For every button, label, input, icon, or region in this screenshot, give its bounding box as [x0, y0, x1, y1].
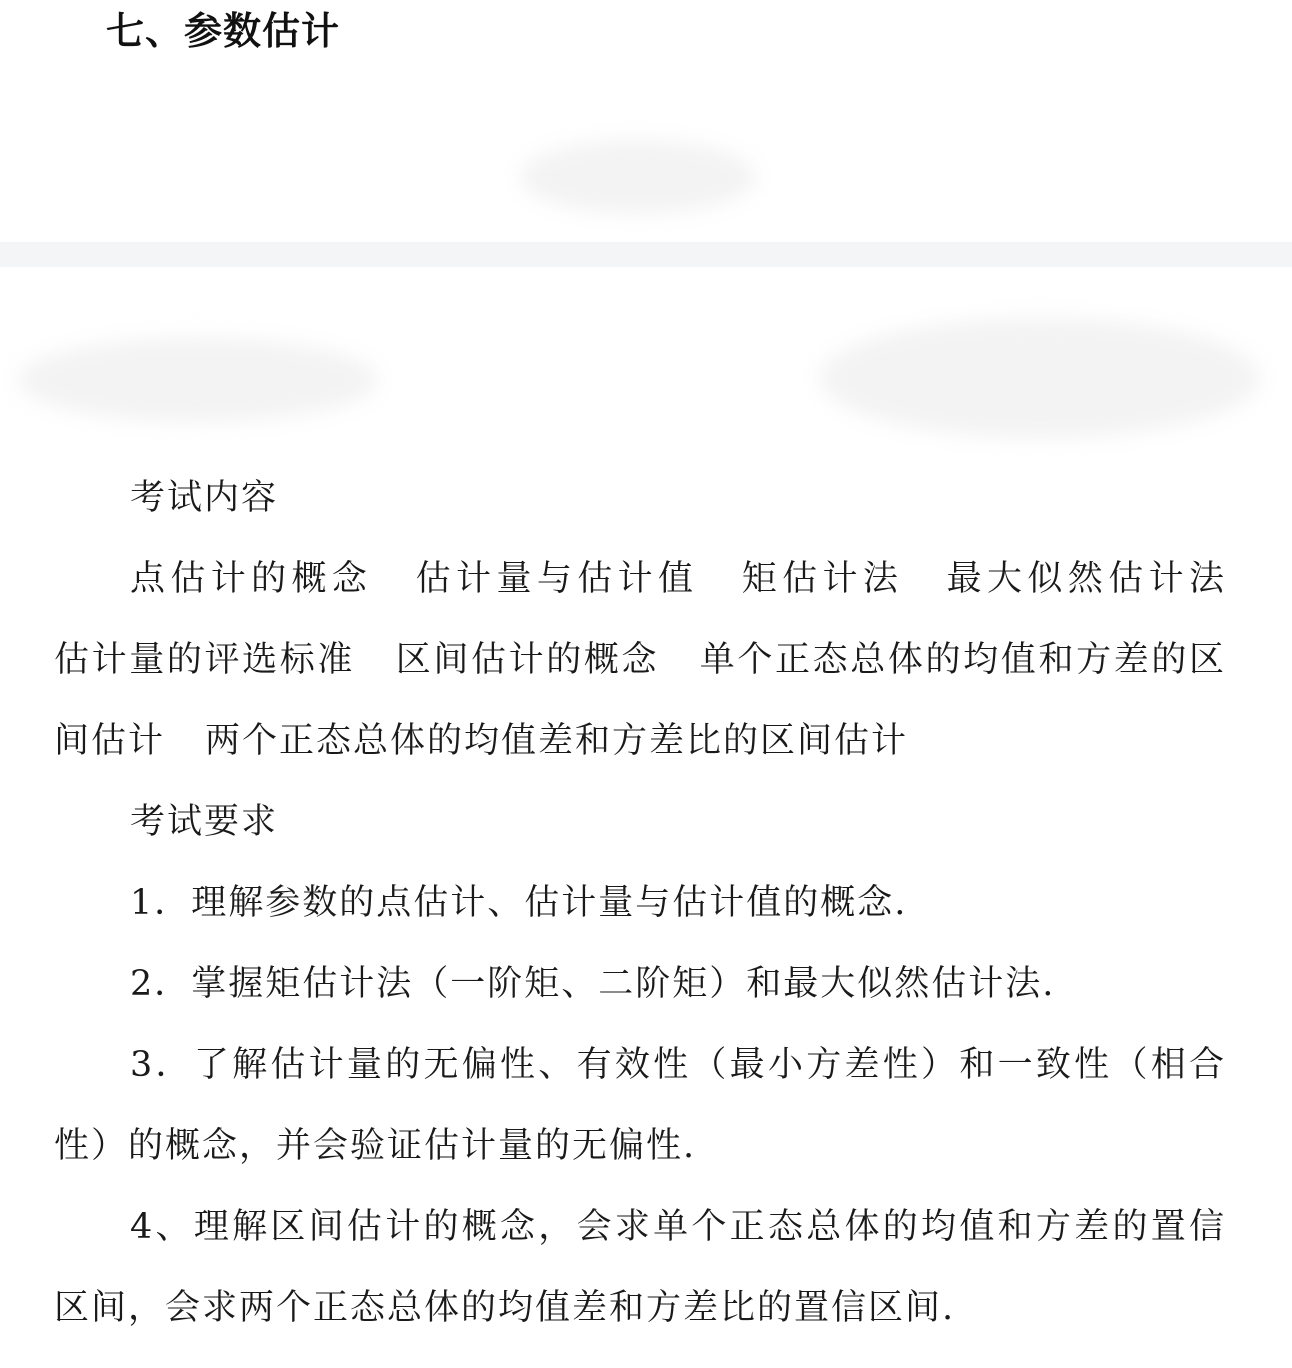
topic-item: 估计量的评选标准 [54, 640, 356, 680]
faded-watermark [820, 318, 1260, 438]
requirement-item: 2．掌握矩估计法（一阶矩、二阶矩）和最大似然估计法. [130, 964, 1056, 1004]
section-heading: 七、参数估计 [106, 9, 341, 53]
requirement-item: 4、理解区间估计的概念，会求单个正态总体的均值和方差的置信区间，会求两个正态总体的均值差和方差比的置信区间. [54, 1207, 1226, 1328]
page-top-region [0, 0, 1292, 242]
syllabus-content [54, 458, 1226, 1349]
requirement-item: 1．理解参数的点估计、估计量与估计值的概念. [130, 883, 908, 923]
exam-content-topics [54, 539, 1226, 782]
faded-watermark [520, 140, 756, 214]
exam-content-heading: 考试内容 [130, 478, 279, 518]
topic-item: 区间估计的概念 [395, 640, 660, 680]
topic-item: 最大似然估计法 [943, 559, 1226, 599]
topic-item: 估计量与估计值 [412, 559, 699, 599]
topic-item: 点估计的概念 [130, 559, 373, 599]
topic-item: 矩估计法 [738, 559, 904, 599]
page-divider [0, 242, 1292, 267]
topic-item: 两个正态总体的均值差和方差比的区间估计 [205, 721, 909, 761]
exam-requirements-heading: 考试要求 [130, 802, 279, 842]
faded-watermark [18, 338, 378, 422]
requirement-item: 3．了解估计量的无偏性、有效性（最小方差性）和一致性（相合性）的概念，并会验证估计量的无偏性. [54, 1045, 1226, 1166]
topic-item: 单个正态总体的均值和方差的区间估计 [54, 640, 1226, 761]
